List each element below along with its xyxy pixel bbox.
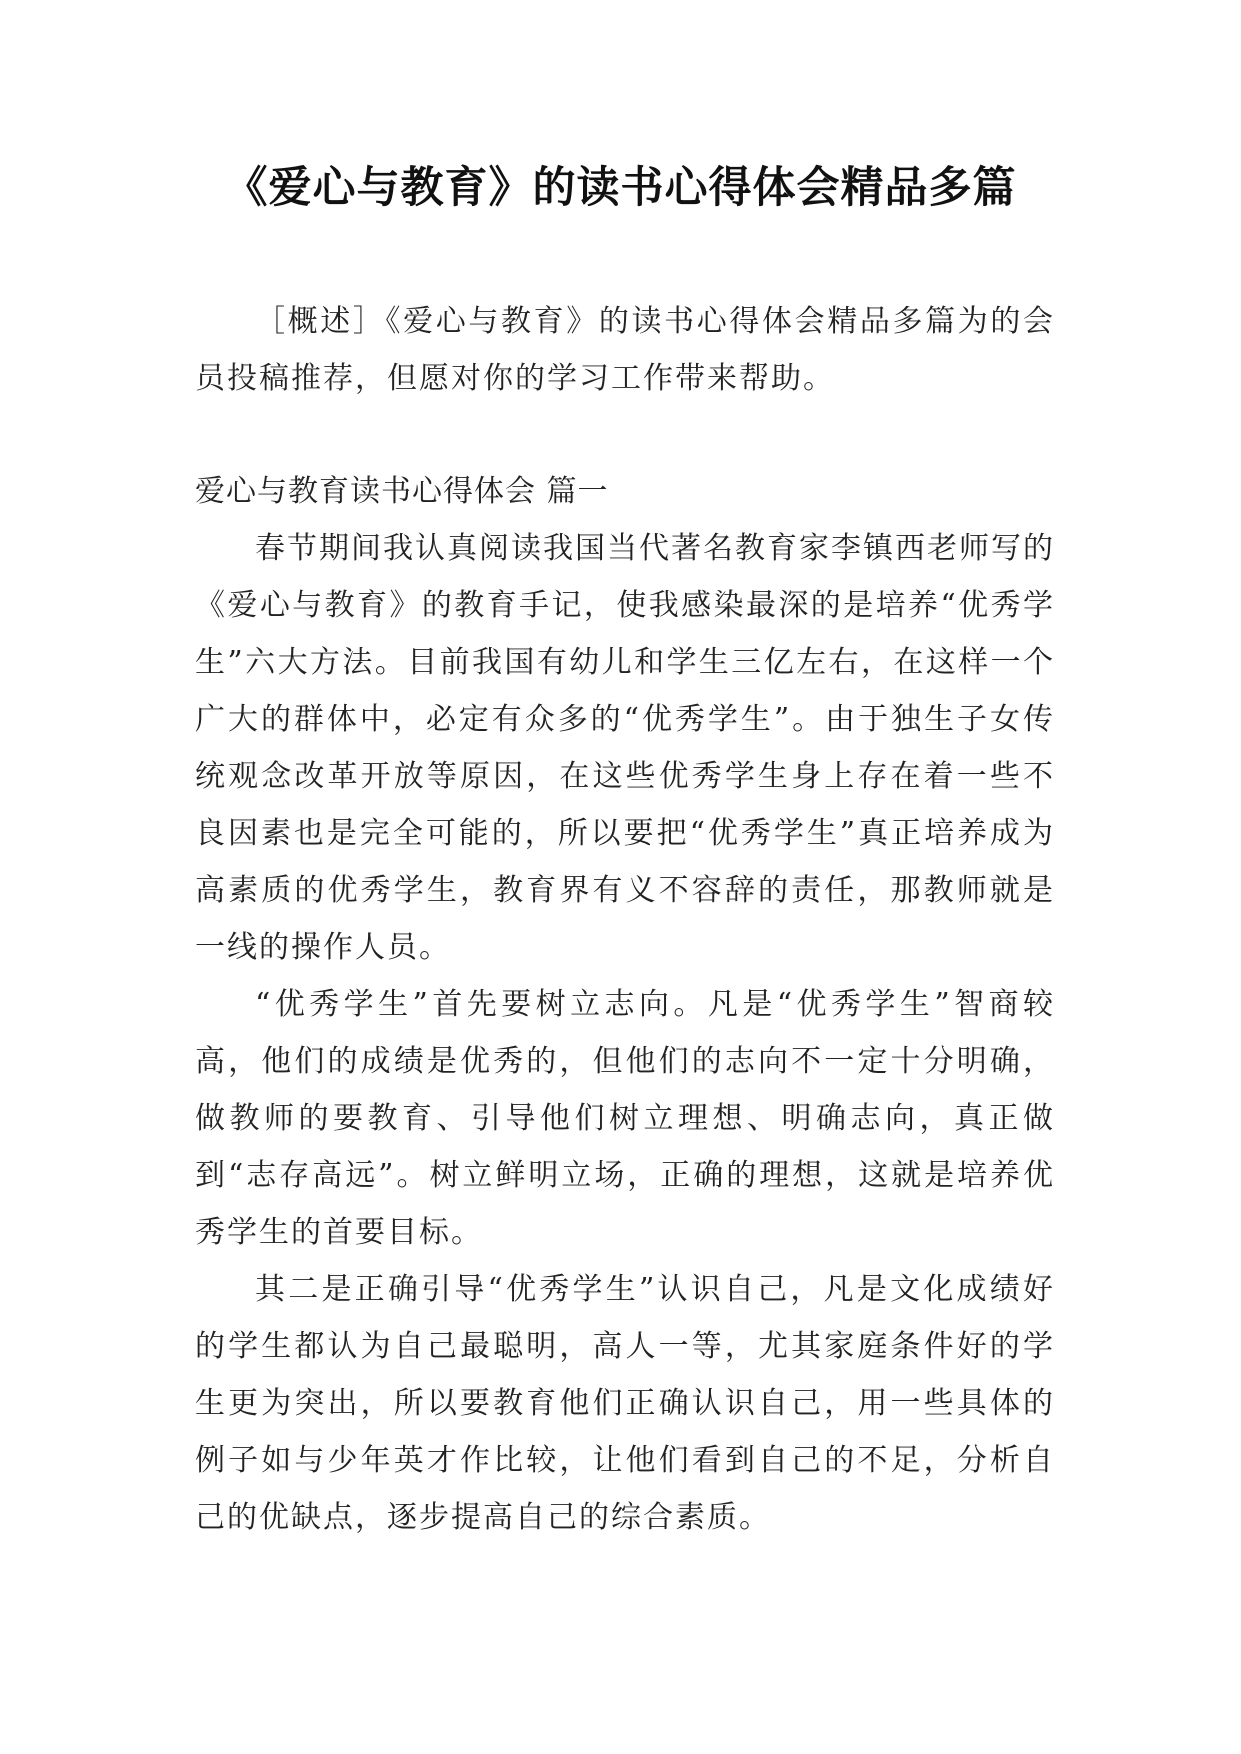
section-heading: 爱心与教育读书心得体会 篇一 [195, 474, 609, 509]
body-paragraph-2: “优秀学生”首先要树立志向。凡是“优秀学生”智商较高，他们的成绩是优秀的，但他们的志向不一定十分明确，做教师的要教育、引导他们树立理想、明确志向，真正做到“志存高远”。树立鲜明立场，正确的理想，这就是培养优秀学生的首要目标。 [195, 987, 1055, 1250]
body-paragraph-1: 春节期间我认真阅读我国当代著名教育家李镇西老师写的《爱心与教育》的教育手记，使我感染最深的是培养“优秀学生”六大方法。目前我国有幼儿和学生三亿左右，在这样一个广大的群体中，必定有众多的“优秀学生”。由于独生子女传统观念改革开放等原因，在这些优秀学生身上存在着一些不良因素也是完全可能的，所以要把“优秀学生”真正培养成为高素质的优秀学生，教育界有义不容辞的责任，那教师就是一线的操作人员。 [195, 531, 1055, 965]
article-body [195, 520, 1055, 1546]
summary-paragraph: ［概述］《爱心与教育》的读书心得体会精品多篇为的会员投稿推荐，但愿对你的学习工作带来帮助。 [195, 304, 1055, 396]
summary-block [195, 293, 1055, 407]
document-title: 《爱心与教育》的读书心得体会精品多篇 [224, 163, 1017, 213]
body-paragraph-3: 其二是正确引导“优秀学生”认识自己，凡是文化成绩好的学生都认为自己最聪明，高人一等，尤其家庭条件好的学生更为突出，所以要教育他们正确认识自己，用一些具体的例子如与少年英才作比较，让他们看到自己的不足，分析自己的优缺点，逐步提高自己的综合素质。 [195, 1272, 1055, 1535]
